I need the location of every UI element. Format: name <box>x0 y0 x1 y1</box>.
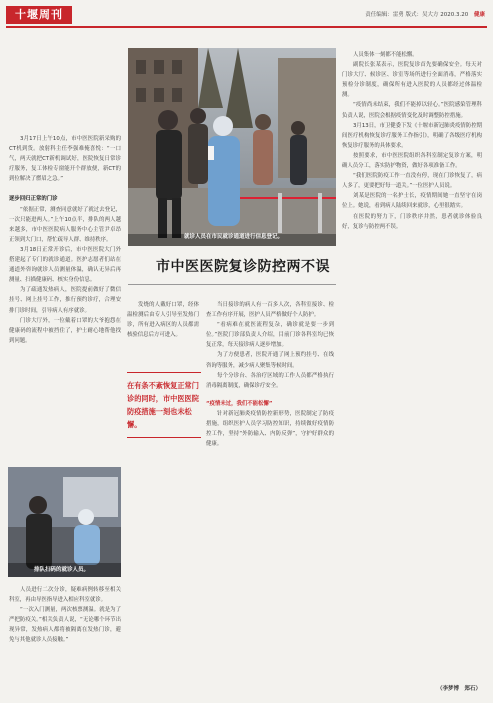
column-4 <box>342 50 482 232</box>
issue-date: 2020.3.20 <box>440 12 469 18</box>
masthead: 十堰周刊 <box>6 6 72 24</box>
paragraph: 3月13日，市卫健委下发《十堰市新冠肺炎疫情防控期间医疗机构恢复诊疗服务工作指引》，明确了各级医疗机构恢复诊疗服务的具体要求。 <box>342 122 482 149</box>
byline: （李梦博 郑石） <box>436 686 481 692</box>
paragraph: 为了疏通发热病人，医院提前做好了微信挂号、网上挂号工作，推行预约诊疗，合理安排门诊时间，引导病人有序就诊。 <box>9 287 121 314</box>
paragraph: 针对新冠肺炎疫情防控新形势，医院制定了防疫措施，组织医护人员学习防控知识，持续做好疫情防控工作，坚持“外防输入、内防反弹”，守护好群众的健康。 <box>206 410 334 448</box>
pull-quote: 在有条不紊恢复正常门诊的同时，市中医医院防疫措施一刻也未松懈。 <box>127 372 201 438</box>
paragraph: 人员集体一刻都不能松懈。 <box>353 52 418 58</box>
paragraph: 在医院的努力下，门诊秩序井然，患者就诊体验良好，复诊与防控两不误。 <box>342 213 482 230</box>
headline-rule <box>128 284 336 285</box>
editor-credit: 责任编辑：雷勇 <box>365 12 404 18</box>
section-name: 健康 <box>473 12 485 18</box>
paragraph: “疫情尚未结束，我们不能掉以轻心。”医院感染管理科负责人说，医院会根据疫情变化及时调整防控措施。 <box>342 102 482 119</box>
paragraph: 每个分诊台、各治疗区域的工作人员都严格执行消毒隔离制度，确保诊疗安全。 <box>206 372 334 389</box>
column-3 <box>206 300 334 449</box>
paragraph: 按照要求，市中医医院组织各科室制定复诊方案，明确人员分工，落实防护物资，做好各项准备工作。 <box>342 152 482 170</box>
paragraph: 3月18日正常开诊后，市中医医院大门外搭建起了专门的就诊通道。医护志愿者们站在通道外咨询就诊人员测量体温，确认无异后再测量、扫描健康码、核实身份信息。 <box>9 246 121 284</box>
paragraph: 为了方便患者，医院开通了网上预约挂号、在线咨询等服务，减少病人聚集等候时间。 <box>206 352 334 369</box>
paragraph: 当日接诊的病人有一百多人次，各科室接诊、检查工作有序开展，医护人员严格做好个人防护。 <box>206 302 334 319</box>
paragraph: “我们医院防疫工作一直没有停，现在门诊恢复了，病人多了，更要把好每一道关。”一位医护人员说。 <box>342 173 482 190</box>
paragraph: “看病难在就医流程复杂，确诊就是要一步到位。”医院门诊部负责人介绍，目前门诊各科室均已恢复正常，每天接诊病人逐步增加。 <box>206 322 334 349</box>
paragraph: “一次入门测量，两次核票测温。就是为了严把防疫关。”相关负责人说，“无论哪个环节出现异常，发热病人都将被隔离在发热门诊，避免与其他就诊人员接触。” <box>9 607 121 644</box>
paragraph: 3月17日上午10点，市中医医院新采购的CT机到货。放射科主任李强难掩喜悦：“一口气，两天就把CT新机调试好，医院恢复日常诊疗服务，复工体检专窗能开个群放便，新CT的到位解决了燃眉之急。” <box>9 136 121 183</box>
paragraph: 门诊大厅外，一位戴着口罩的大爷抱怨在健康码的流程中被挡住了，护士耐心地帮他找到问题。 <box>9 317 121 344</box>
column-1-top <box>9 134 121 346</box>
queue-scene-image <box>8 467 121 577</box>
paragraph: 副院长张某表示，医院复诊首先要确保安全。每天对门诊大厅、候诊区、诊室等场所进行全面消毒，严格落实预检分诊制度，确保所有进入医院的人员都经过体温检测。 <box>342 62 482 99</box>
subheading-2: “疫情未过，我们不能松懈” <box>206 400 273 407</box>
main-photo-caption: 就诊人员在市民就诊通道进行信息登记。 <box>184 234 284 240</box>
paragraph: 刘某是医院的一名护士长，疫情期间她一直坚守在岗位上。她说，看到病人陆续回来就诊，心里很踏实。 <box>342 193 482 210</box>
header-meta <box>365 10 485 18</box>
main-photo <box>128 48 336 246</box>
layout-credit: 版式：吴大方 <box>405 12 439 18</box>
queue-photo <box>8 467 121 577</box>
paragraph: 发烧的人戴好口罩，经体温检测后由专人引导至发热门诊，所有进入病区的人员都需核验信息后方可进入。 <box>127 302 199 339</box>
paragraph: 人员进行二次分诊，疑难病例转移至相关科室，再由导医指导进入相应科室就诊。 <box>9 587 121 604</box>
column-2 <box>127 300 199 340</box>
column-1-bottom <box>9 585 121 646</box>
registration-scene-image <box>128 48 336 246</box>
header-rule <box>6 26 487 28</box>
queue-photo-caption: 排队扫码的就诊人员。 <box>34 567 90 573</box>
subheading-1: 逐步回归正常的门诊 <box>9 196 58 203</box>
article-headline: 市中医医院复诊防控两不误 <box>156 259 330 275</box>
paragraph: “依据正常，测查同意就好了就过去登记，一次只能进两人。”上午10点半，排队的两人越来越多，市中医医院病人服务中心主管尹卓昂正领到大门口，帮忙疏导人群、维持秩序。 <box>9 206 121 243</box>
